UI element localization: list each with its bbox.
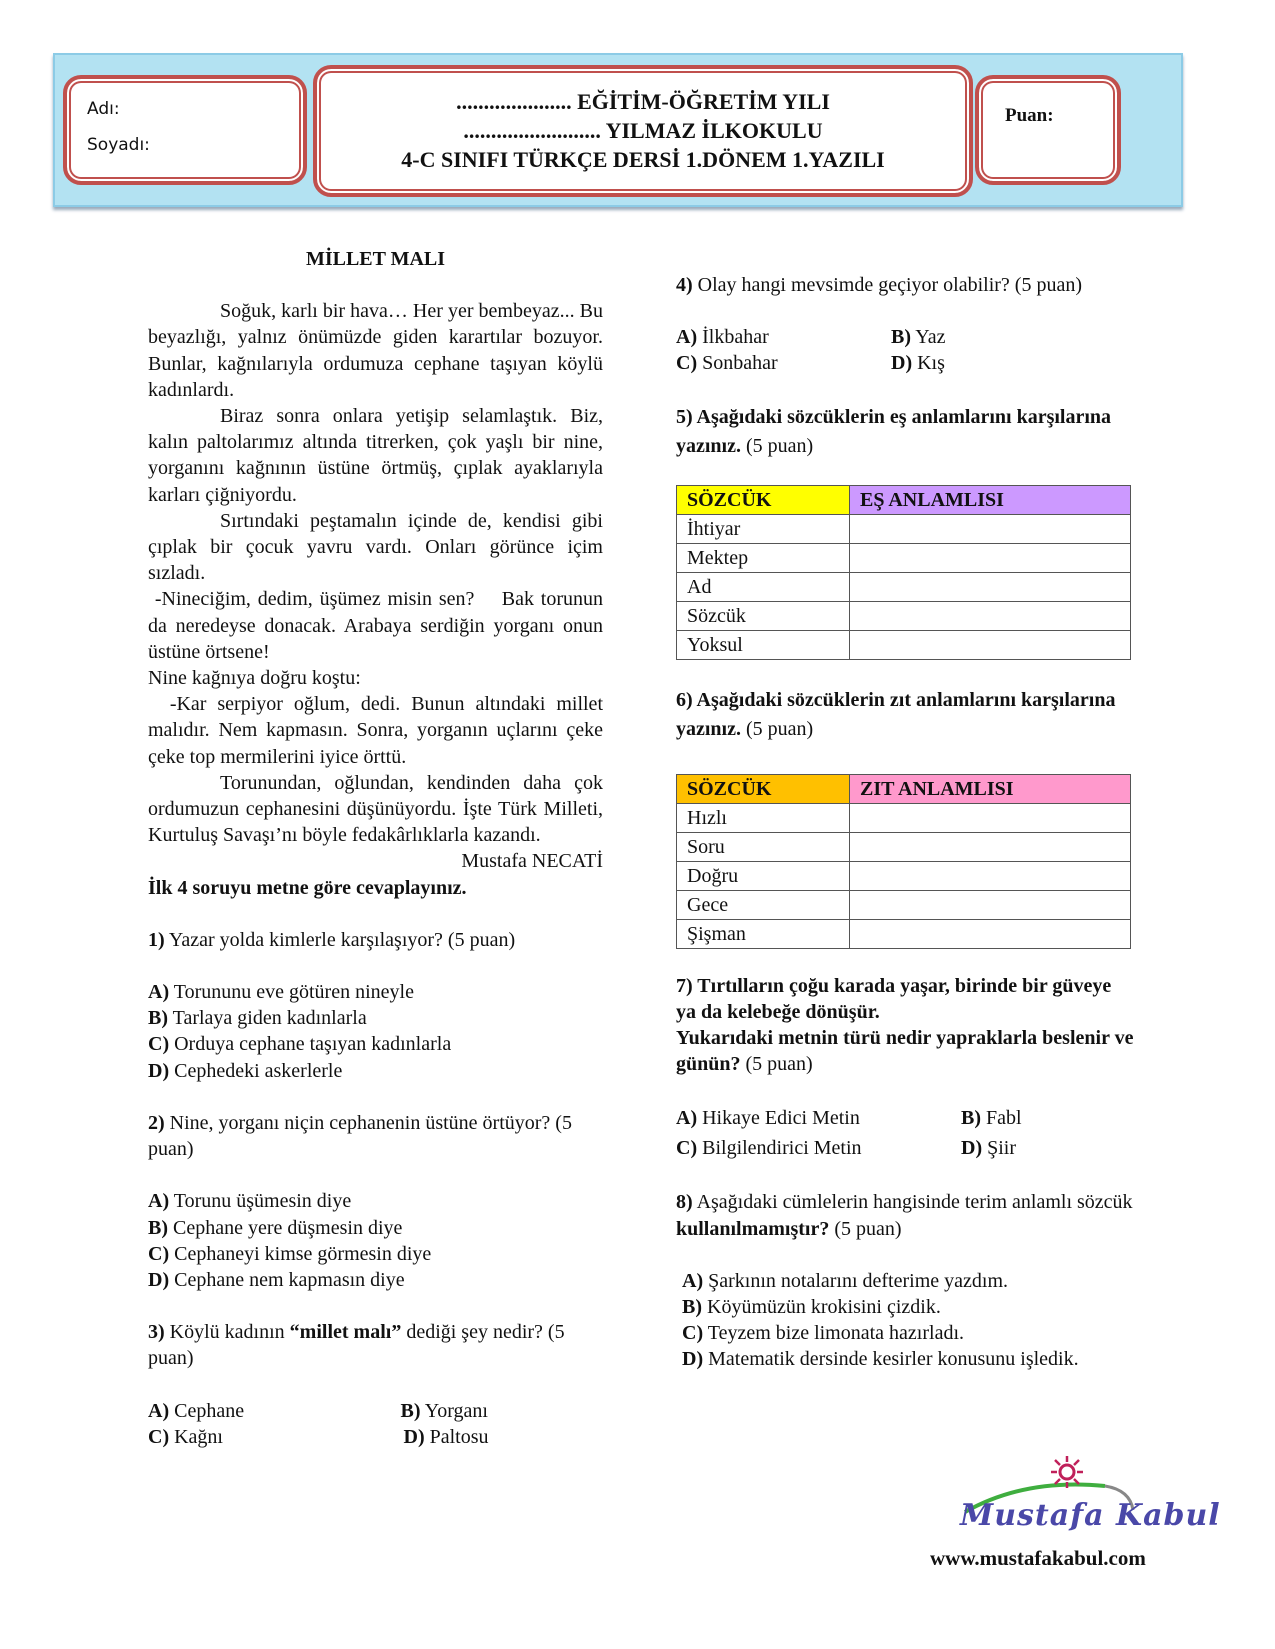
score-box bbox=[975, 75, 1121, 185]
q2-option[interactable]: C) Cephaneyi kimse görmesin diye bbox=[148, 1242, 432, 1265]
question-3: 3) Köylü kadının “millet malı” dediği şey nedir? (5 puan) bbox=[148, 1321, 565, 1370]
answer-cell[interactable] bbox=[850, 890, 1131, 919]
q1-option[interactable]: B) Tarlaya giden kadınlarla bbox=[148, 1007, 367, 1030]
answer-cell[interactable] bbox=[850, 861, 1131, 890]
q4-option[interactable]: C) Sonbahar bbox=[676, 352, 778, 375]
question-8: 8) Aşağıdaki cümlelerin hangisinde terim anlamlı sözcük kullanılmamıştır? (5 puan) bbox=[676, 1191, 1133, 1240]
table-word: Hızlı bbox=[677, 803, 850, 832]
table-word: İhtiyar bbox=[677, 514, 850, 543]
score-label: Puan: bbox=[1005, 105, 1054, 126]
story-paragraph: Nine kağnıya doğru koştu: bbox=[148, 667, 361, 690]
table-word: Yoksul bbox=[677, 630, 850, 659]
story-paragraph: -Nineciğim, dedim, üşümez misin sen? Bak torunun da neredeyse donacak. Arabaya serdiğin yorganı onun üstüne örtsene! bbox=[148, 588, 609, 663]
q1-option[interactable]: A) Torununu eve götüren nineyle bbox=[148, 981, 414, 1004]
story-title: MİLLET MALI bbox=[305, 248, 446, 270]
q3-option[interactable]: C) Kağnı bbox=[148, 1425, 223, 1448]
q2-option[interactable]: B) Cephane yere düşmesin diye bbox=[148, 1216, 403, 1239]
table-header: SÖZCÜK bbox=[677, 774, 850, 803]
title-line-school: ......................... YILMAZ İLKOKULU bbox=[463, 118, 823, 143]
website-link[interactable]: www.mustafakabul.com bbox=[930, 1546, 1146, 1570]
instruction: İlk 4 soruyu metne göre cevaplayınız. bbox=[148, 876, 467, 899]
q8-option[interactable]: D) Matematik dersinde kesirler konusunu işledik. bbox=[682, 1348, 1079, 1371]
table-word: Soru bbox=[677, 832, 850, 861]
table-word: Doğru bbox=[677, 861, 850, 890]
question-1: 1) Yazar yolda kimlerle karşılaşıyor? (5 puan) bbox=[148, 928, 516, 951]
story-paragraph: -Kar serpiyor oğlum, dedi. Bunun altındaki millet malıdır. Nem kapmasın. Sonra, yorganın uçlarını çeke çeke top mermilerini iyice örttü. bbox=[148, 693, 608, 768]
answer-cell[interactable] bbox=[850, 543, 1131, 572]
table-header: EŞ ANLAMLISI bbox=[850, 485, 1131, 514]
table-word: Şişman bbox=[677, 919, 850, 948]
q2-option[interactable]: D) Cephane nem kapmasın diye bbox=[148, 1268, 405, 1291]
question-2: 2) Nine, yorganı niçin cephanenin üstüne örtüyor? (5 puan) bbox=[148, 1111, 572, 1161]
answer-cell[interactable] bbox=[850, 514, 1131, 543]
story-paragraph: Biraz sonra onlara yetişip selamlaştık. Biz, kalın paltolarımız altında titrerken, çok yaşlı bir nine, yorganını kağnının üstüne örtmüş, çıplak ayaklarıyla karları çiğniyordu. bbox=[148, 405, 603, 506]
q1-option[interactable]: D) Cephedeki askerlerle bbox=[148, 1059, 343, 1082]
left-column bbox=[148, 246, 609, 1450]
q1-option[interactable]: C) Orduya cephane taşıyan kadınlarla bbox=[148, 1033, 452, 1056]
story-paragraph: Soğuk, karlı bir hava… Her yer bembeyaz... Bu beyazlığı, yalnız önümüzde giden karartılar bozuyor. Bunlar, kağnılarıyla ordumuza cephane taşıyan köylü kadınlardı. bbox=[148, 300, 603, 401]
answer-cell[interactable] bbox=[850, 601, 1131, 630]
question-6: 6) Aşağıdaki sözcüklerin zıt anlamlarını karşılarına yazınız. (5 puan) bbox=[676, 688, 1116, 740]
q3-option[interactable]: D) Paltosu bbox=[403, 1425, 489, 1448]
table-word: Mektep bbox=[677, 543, 850, 572]
question-4: 4) Olay hangi mevsimde geçiyor olabilir? (5 puan) bbox=[676, 274, 1082, 296]
answer-cell[interactable] bbox=[850, 832, 1131, 861]
title-line-exam: 4-C SINIFI TÜRKÇE DERSİ 1.DÖNEM 1.YAZILI bbox=[401, 147, 885, 172]
question-5: 5) Aşağıdaki sözcüklerin eş anlamlarını karşılarına yazınız. (5 puan) bbox=[676, 405, 1112, 457]
q8-option[interactable]: C) Teyzem bize limonata hazırladı. bbox=[682, 1322, 965, 1345]
name-label: Adı: bbox=[87, 99, 120, 119]
table-word: Gece bbox=[677, 890, 850, 919]
q4-option[interactable]: B) Yaz bbox=[891, 326, 946, 349]
table-word: Sözcük bbox=[677, 601, 850, 630]
q7-option[interactable]: C) Bilgilendirici Metin bbox=[676, 1137, 862, 1160]
q3-option[interactable]: A) Cephane bbox=[148, 1399, 245, 1422]
story-author: Mustafa NECATİ bbox=[461, 850, 603, 873]
q8-option[interactable]: B) Köyümüzün krokisini çizdik. bbox=[682, 1296, 941, 1319]
q3-option[interactable]: B) Yorganı bbox=[400, 1399, 488, 1422]
answer-cell[interactable] bbox=[850, 919, 1131, 948]
table-word: Ad bbox=[677, 572, 850, 601]
exam-header bbox=[53, 53, 1183, 207]
table-header: ZIT ANLAMLISI bbox=[850, 774, 1131, 803]
student-info-box bbox=[63, 75, 307, 185]
q7-option[interactable]: B) Fabl bbox=[961, 1107, 1022, 1130]
q7-option[interactable]: D) Şiir bbox=[961, 1137, 1017, 1160]
q7-option[interactable]: A) Hikaye Edici Metin bbox=[676, 1107, 860, 1130]
q4-option[interactable]: A) İlkbahar bbox=[676, 326, 769, 349]
q8-option[interactable]: A) Şarkının notalarını defterime yazdım. bbox=[682, 1269, 1009, 1292]
answer-cell[interactable] bbox=[850, 572, 1131, 601]
exam-title-box bbox=[313, 65, 973, 197]
q2-option[interactable]: A) Torunu üşümesin diye bbox=[148, 1190, 352, 1213]
antonym-table bbox=[676, 774, 1131, 949]
answer-cell[interactable] bbox=[850, 630, 1131, 659]
table-header: SÖZCÜK bbox=[677, 485, 850, 514]
logo-text: Mustafa Kabul bbox=[960, 1498, 1221, 1533]
story-paragraph: Sırtındaki peştamalın içinde de, kendisi gibi çıplak bir çocuk yavru vardı. Onları görünce içim sızladı. bbox=[148, 509, 603, 585]
title-line-year: ..................... EĞİTİM-ÖĞRETİM YILI bbox=[456, 89, 830, 114]
question-7: 7) Tırtılların çoğu karada yaşar, birinde bir güveye ya da kelebeğe dönüşür. Yukarıdaki metnin türü nedir yapraklarla beslenir ve günün? (5 puan) bbox=[676, 974, 1134, 1076]
answer-cell[interactable] bbox=[850, 803, 1131, 832]
story-paragraph: Torunundan, oğlundan, kendinden daha çok ordumuzun cephanesini düşünüyordu. İşte Türk Milleti, Kurtuluş Savaşı’nı böyle fedakârlıklarla kazandı. bbox=[148, 771, 603, 847]
surname-label: Soyadı: bbox=[87, 135, 150, 155]
right-column bbox=[676, 272, 1136, 1373]
synonym-table bbox=[676, 485, 1131, 660]
q4-option[interactable]: D) Kış bbox=[891, 352, 945, 375]
